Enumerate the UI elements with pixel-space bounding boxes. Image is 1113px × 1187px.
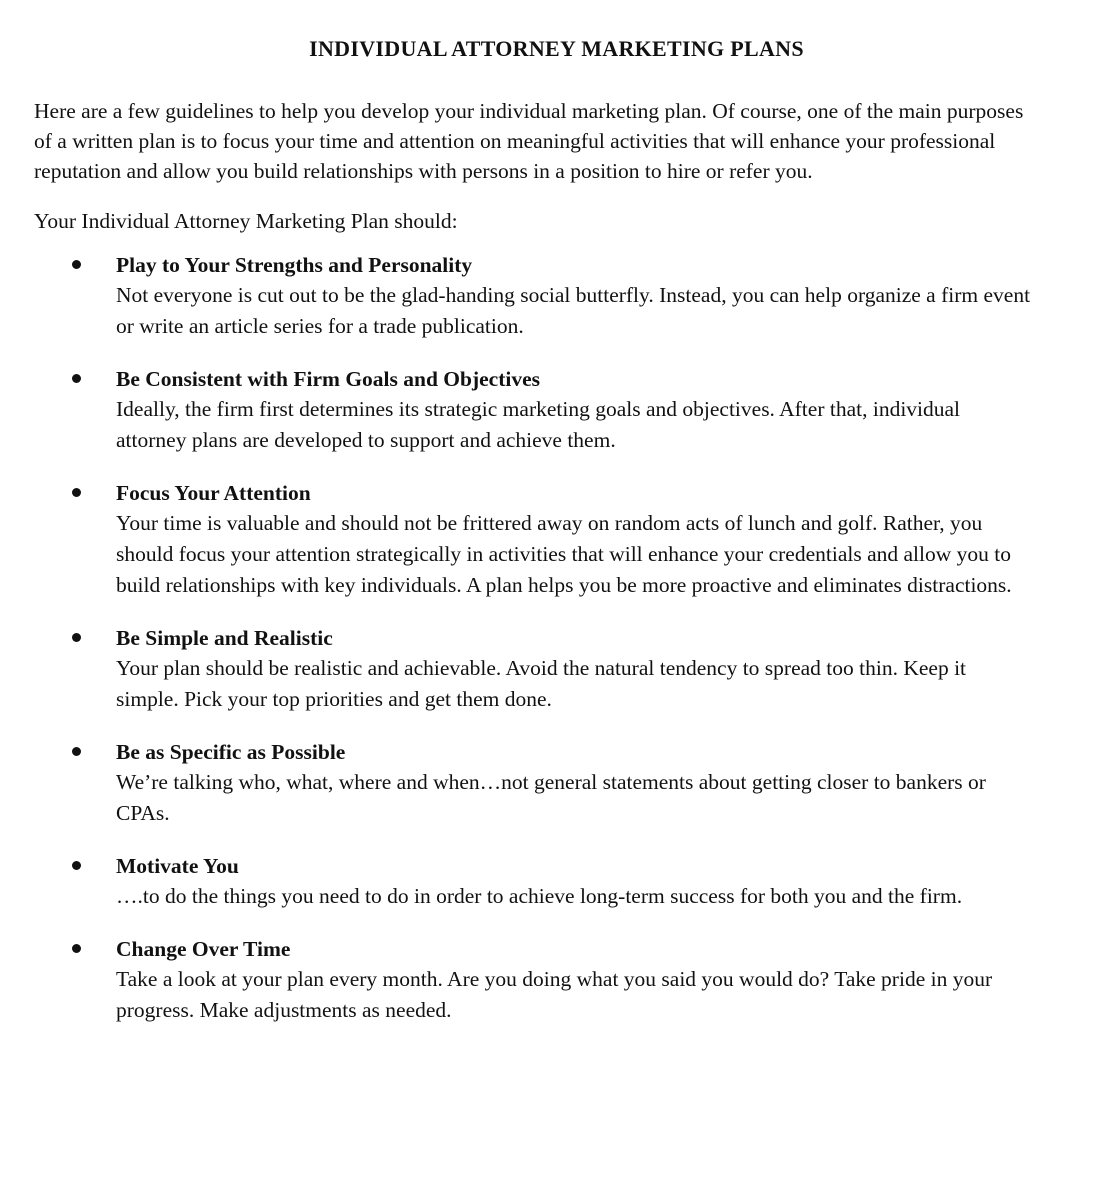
bullet-icon <box>72 633 81 642</box>
guideline-body: Not everyone is cut out to be the glad-handing social butterfly. Instead, you can help organize a firm event or write an article series for a trade publication. <box>116 283 1031 338</box>
guideline-body: We’re talking who, what, where and when…not general statements about getting closer to bankers or CPAs. <box>116 770 986 825</box>
guideline-heading: Be as Specific as Possible <box>116 740 346 764</box>
guideline-body: Your plan should be realistic and achievable. Avoid the natural tendency to spread too thin. Keep it simple. Pick your top priorities and get them done. <box>116 656 967 711</box>
bullet-icon <box>72 944 81 953</box>
guideline-item <box>34 934 1033 1026</box>
bullet-icon <box>72 747 81 756</box>
guideline-body: Ideally, the firm first determines its strategic marketing goals and objectives. After that, individual attorney plans are developed to support and achieve them. <box>116 397 961 452</box>
guideline-heading: Be Consistent with Firm Goals and Objectives <box>116 367 541 391</box>
guideline-heading: Focus Your Attention <box>116 481 311 505</box>
guideline-item <box>34 478 1033 601</box>
guideline-heading: Change Over Time <box>116 937 291 961</box>
guideline-body: ….to do the things you need to do in order to achieve long-term success for both you and the firm. <box>116 884 963 908</box>
bullet-icon <box>72 260 81 269</box>
guideline-body: Take a look at your plan every month. Are you doing what you said you would do? Take pride in your progress. Make adjustments as needed. <box>116 967 993 1022</box>
lead-in-text: Your Individual Attorney Marketing Plan should: <box>34 209 458 233</box>
bullet-icon <box>72 861 81 870</box>
guideline-item <box>34 364 1033 456</box>
guideline-item <box>34 851 1033 912</box>
bullet-icon <box>72 488 81 497</box>
document-title: INDIVIDUAL ATTORNEY MARKETING PLANS <box>309 36 804 61</box>
guideline-heading: Play to Your Strengths and Personality <box>116 253 473 277</box>
intro-paragraph <box>34 96 1033 186</box>
guideline-item <box>34 623 1033 715</box>
guideline-heading: Be Simple and Realistic <box>116 626 333 650</box>
intro-text: Here are a few guidelines to help you develop your individual marketing plan. Of course, one of the main purposes of a written plan is to focus your time and attention on meaningful activities that will enhance your professional reputation and allow you build relationships with persons in a position to hire or refer you. <box>34 99 1024 183</box>
guideline-body: Your time is valuable and should not be frittered away on random acts of lunch and golf. Rather, you should focus your attention strategically in activities that will enhance your credentials and allow you to build relationships with key individuals. A plan helps you be more proactive and eliminates distractions. <box>116 511 1012 597</box>
guideline-heading: Motivate You <box>116 854 239 878</box>
bullet-icon <box>72 374 81 383</box>
guideline-list <box>34 250 1033 1026</box>
guideline-item <box>34 737 1033 829</box>
guideline-item <box>34 250 1033 342</box>
